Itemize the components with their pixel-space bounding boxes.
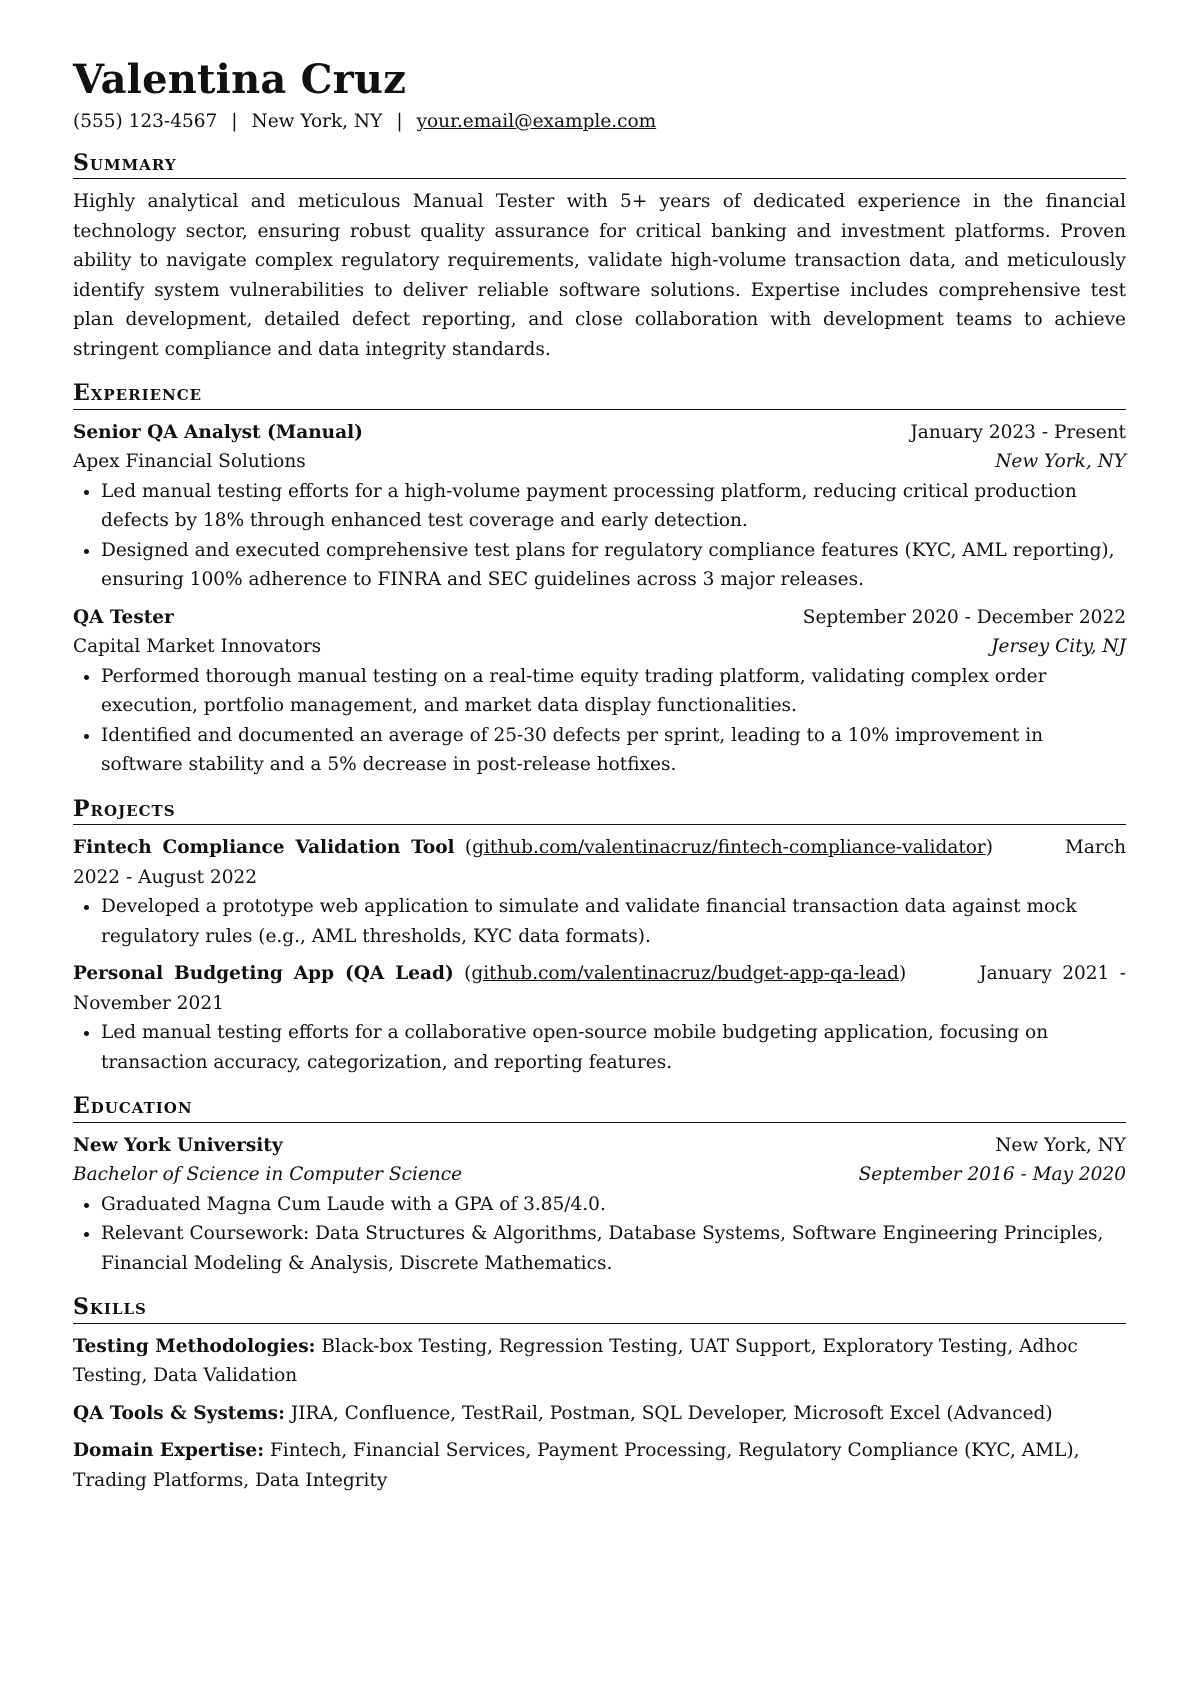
job-location: Jersey City, NJ: [991, 636, 1126, 658]
project-bullet: • Led manual testing efforts for a collaborative open-source mobile budgeting application, focusing on transaction accuracy, categorization, and reporting features.: [101, 1018, 1126, 1077]
section-heading-projects: Projects: [73, 796, 1126, 825]
project-bullet: • Developed a prototype web application to simulate and validate financial transaction data against mock regulatory rules (e.g., AML thresholds, KYC data formats).: [101, 892, 1126, 951]
project-bullets: [73, 892, 1126, 951]
skill-label: Testing Methodologies:: [73, 1335, 316, 1357]
phone-number: (555) 123-4567: [73, 111, 218, 132]
skill-group: [73, 1399, 1126, 1429]
skill-value: JIRA, Confluence, TestRail, Postman, SQL Developer, Microsoft Excel (Advanced): [290, 1402, 1053, 1424]
project-entry: [73, 959, 1126, 1077]
skill-label: QA Tools & Systems:: [73, 1402, 285, 1424]
candidate-name: Valentina Cruz: [73, 56, 407, 103]
job-bullets: [73, 662, 1126, 780]
section-heading-experience: Experience: [73, 380, 1126, 409]
education-bullet: • Graduated Magna Cum Laude with a GPA of 3.85/4.0.: [101, 1190, 1126, 1220]
project-entry: [73, 833, 1126, 951]
contact-separator: |: [231, 111, 238, 132]
school-name: New York University: [73, 1134, 283, 1156]
job-bullet: • Identified and documented an average of 25-30 defects per sprint, leading to a 10% improvement in software stability and a 5% decrease in post-release hotfixes.: [101, 721, 1126, 780]
summary-text: Highly analytical and meticulous Manual Tester with 5+ years of dedicated experience in the financial technology sector, ensuring robust quality assurance for critical banking and investment platforms. Proven ability to navigate complex regulatory requirements, validate high-volume transaction data, and meticulously identify system vulnerabilities to deliver reliable software solutions. Expertise includes comprehensive test plan development, detailed defect reporting, and close collaboration with development teams to achieve stringent compliance and data integrity standards.: [73, 191, 1126, 360]
skill-group: [73, 1332, 1126, 1391]
project-dates: January 2021 - November 2021: [73, 963, 1126, 1014]
job-company: Apex Financial Solutions: [73, 451, 306, 473]
section-heading-summary: Summary: [73, 150, 1126, 179]
job-company: Capital Market Innovators: [73, 636, 322, 658]
education-dates: September 2016 - May 2020: [858, 1164, 1126, 1186]
project-link[interactable]: github.com/valentinacruz/budget-app-qa-lead: [471, 963, 899, 985]
project-header: Personal Budgeting App (QA Lead) (github.com/valentinacruz/budget-app-qa-lead) January 2021 - November 2021: [73, 963, 1126, 1014]
education-bullet: • Relevant Coursework: Data Structures & Algorithms, Database Systems, Software Engineering Principles, Financial Modeling & Analysis, Discrete Mathematics.: [101, 1219, 1126, 1278]
skill-group: [73, 1436, 1126, 1495]
job-entry: [73, 603, 1126, 780]
school-location: New York, NY: [995, 1134, 1126, 1156]
contact-line: [73, 110, 1126, 134]
project-dates: March 2022 - August 2022: [73, 837, 1126, 888]
skill-value: Black-box Testing, Regression Testing, UAT Support, Exploratory Testing, Adhoc Testing, Data Validation: [73, 1335, 1078, 1386]
project-name: Personal Budgeting App (QA Lead): [73, 963, 454, 985]
section-heading-skills: Skills: [73, 1294, 1126, 1323]
email-link[interactable]: your.email@example.com: [416, 111, 657, 132]
job-role: QA Tester: [73, 606, 174, 628]
job-entry: [73, 418, 1126, 595]
skills-section: [73, 1294, 1126, 1495]
contact-separator: |: [396, 111, 403, 132]
job-bullet: • Designed and executed comprehensive test plans for regulatory compliance features (KYC, AML reporting), ensuring 100% adherence to FINRA and SEC guidelines across 3 major releases.: [101, 536, 1126, 595]
degree: Bachelor of Science in Computer Science: [73, 1164, 463, 1186]
project-bullets: [73, 1018, 1126, 1077]
job-dates: January 2023 - Present: [910, 421, 1126, 443]
education-section: [73, 1093, 1126, 1278]
job-bullet: • Performed thorough manual testing on a real-time equity trading platform, validating complex order execution, portfolio management, and market data display functionalities.: [101, 662, 1126, 721]
job-role: Senior QA Analyst (Manual): [73, 421, 363, 443]
project-header: Fintech Compliance Validation Tool (github.com/valentinacruz/fintech-compliance-validator) March 2022 - August 2022: [73, 837, 1126, 888]
education-bullets: [73, 1190, 1126, 1279]
project-name: Fintech Compliance Validation Tool: [73, 837, 455, 859]
skill-label: Domain Expertise:: [73, 1440, 265, 1461]
project-link[interactable]: github.com/valentinacruz/fintech-compliance-validator: [472, 837, 986, 859]
education-entry: [73, 1131, 1126, 1279]
projects-section: [73, 796, 1126, 1077]
job-bullet: • Led manual testing efforts for a high-volume payment processing platform, reducing critical production defects by 18% through enhanced test coverage and early detection.: [101, 477, 1126, 536]
skill-value: Fintech, Financial Services, Payment Processing, Regulatory Compliance (KYC, AML), Trading Platforms, Data Integrity: [73, 1440, 1080, 1491]
section-heading-education: Education: [73, 1093, 1126, 1122]
experience-section: [73, 380, 1126, 779]
summary-section: [73, 150, 1126, 364]
job-bullets: [73, 477, 1126, 595]
location: New York, NY: [251, 111, 383, 132]
job-dates: September 2020 - December 2022: [802, 606, 1126, 628]
job-location: New York, NY: [995, 451, 1126, 473]
